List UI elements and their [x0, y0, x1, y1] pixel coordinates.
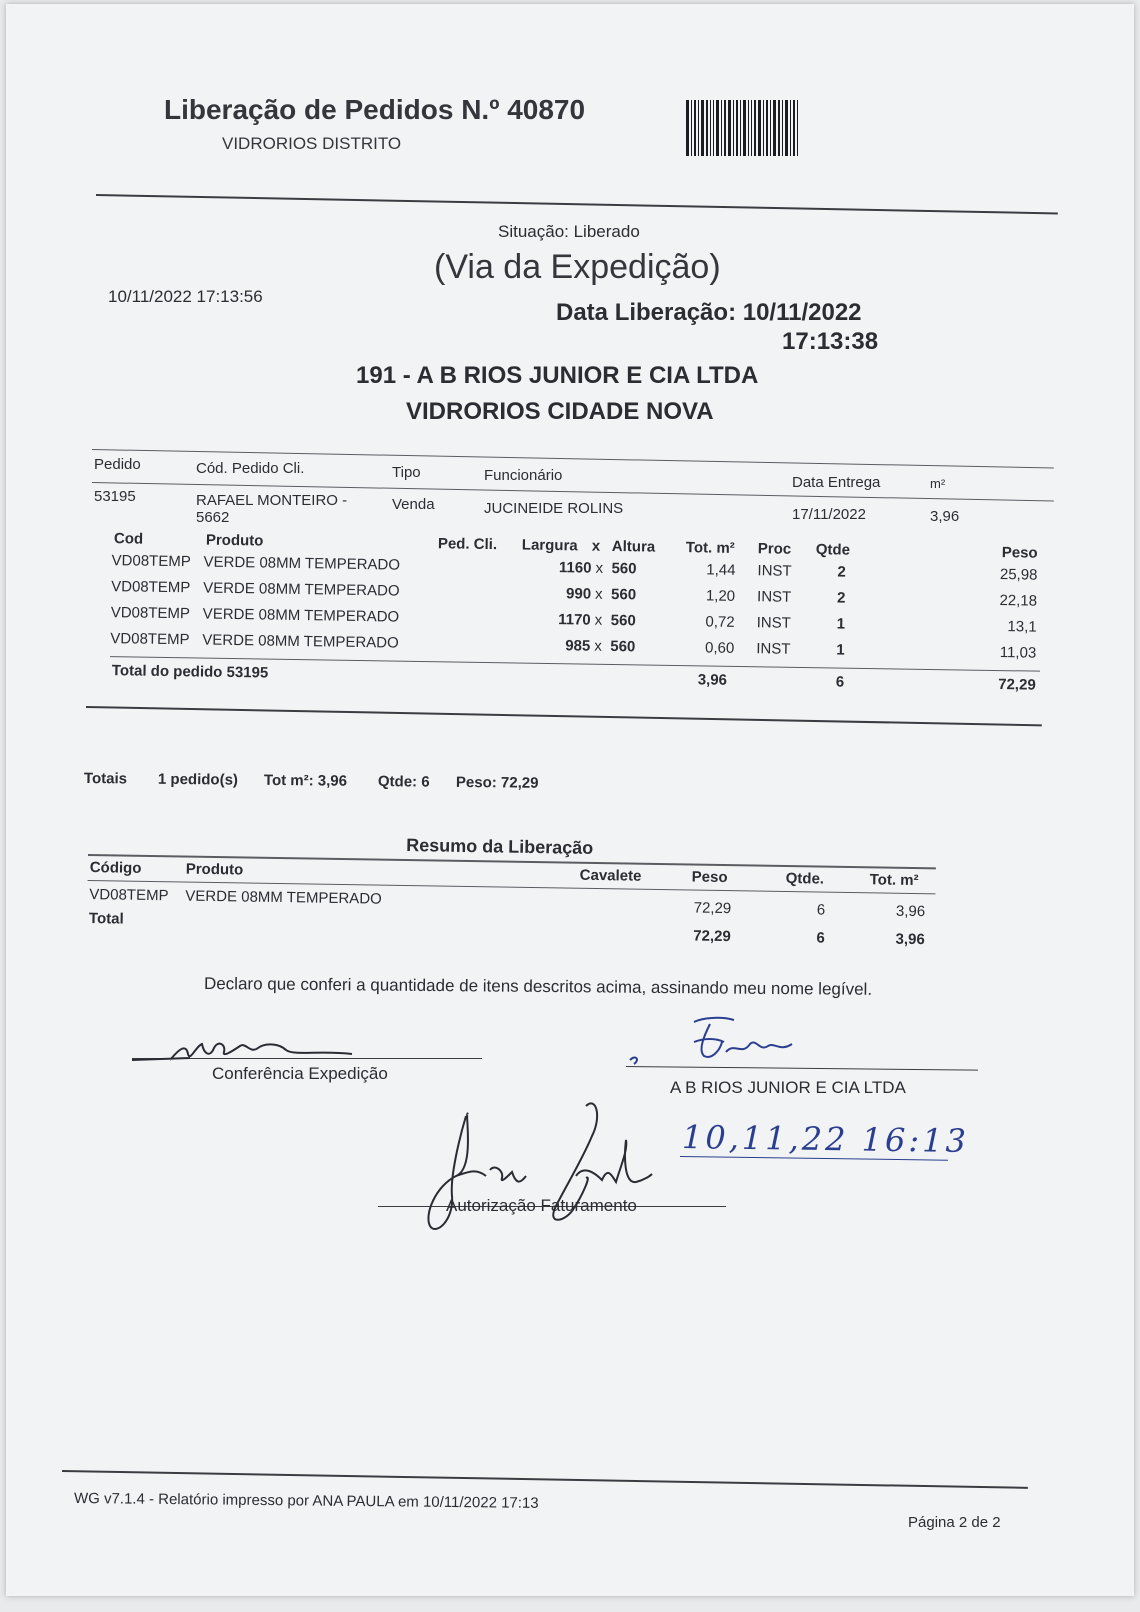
page-subtitle: VIDRORIOS DISTRITO	[222, 134, 402, 153]
cell-produto: VERDE 08MM TEMPERADO	[202, 631, 399, 652]
totais-qtde: Qtde: 6	[377, 773, 430, 791]
cell-peso: 25,98	[999, 566, 1038, 584]
footer-page-number: Página 2 de 2	[908, 1514, 1001, 1531]
cell-proc: INST	[756, 640, 791, 658]
resumo-col-qtde: Qtde.	[785, 869, 825, 888]
cell-cod: VD08TEMP	[111, 552, 191, 571]
cell-tot-m2: 1,44	[706, 561, 736, 579]
col-header-altura: Altura	[611, 537, 656, 556]
resumo-total-peso: 72,29	[693, 927, 731, 946]
cell-produto: VERDE 08MM TEMPERADO	[203, 579, 400, 600]
resumo-total-tot-m2: 3,96	[895, 930, 925, 949]
cell-proc: INST	[756, 614, 791, 632]
cell-largura: 1170	[558, 611, 591, 629]
resumo-cell-qtde: 6	[816, 901, 826, 919]
col-header-m2: m²	[930, 476, 946, 491]
totais-tot-m2: Tot m²: 3,96	[263, 771, 348, 790]
cell-altura: 560	[610, 637, 636, 656]
cell-produto: VERDE 08MM TEMPERADO	[203, 553, 401, 574]
loja-nome: VIDRORIOS CIDADE NOVA	[406, 398, 714, 425]
resumo-cell-tot-m2: 3,96	[895, 902, 926, 921]
resumo-col-produto: Produto	[185, 860, 244, 879]
col-header-data-entrega: Data Entrega	[792, 474, 881, 491]
cell-cod-pedido-cli-2: 5662	[196, 509, 230, 526]
situacao-text: Situação: Liberado	[498, 222, 640, 241]
cell-tot-m2: 0,60	[704, 639, 735, 657]
cell-altura: 560	[610, 611, 636, 630]
resumo-section	[0, 3, 1140, 1612]
col-header-ped-cli: Ped. Cli.	[437, 535, 498, 554]
signature-cliente	[624, 1012, 814, 1077]
cell-cod: VD08TEMP	[110, 630, 190, 649]
signature-label-conferencia: Conferência Expedição	[212, 1064, 388, 1083]
resumo-col-peso: Peso	[691, 868, 728, 887]
resumo-cell-peso: 72,29	[693, 899, 732, 918]
declaracao-text: Declaro que conferi a quantidade de itens descritos acima, assinando meu nome legível.	[203, 974, 873, 999]
resumo-cell-codigo: VD08TEMP	[89, 886, 169, 905]
cell-altura: 560	[611, 559, 637, 578]
totais-label: Totais	[83, 769, 128, 788]
cell-tot-m2: 0,72	[705, 613, 735, 631]
total-tot-m2: 3,96	[697, 671, 728, 689]
total-qtde: 6	[835, 673, 845, 691]
resumo-col-tot-m2: Tot. m²	[869, 871, 919, 890]
col-header-peso: Peso	[1001, 544, 1038, 562]
resumo-title: Resumo da Liberação	[406, 835, 594, 858]
cell-cod: VD08TEMP	[110, 604, 191, 623]
cell-cod-pedido-cli: RAFAEL MONTEIRO -	[196, 492, 348, 509]
cell-x: x	[594, 637, 602, 655]
cell-largura: 990	[565, 585, 592, 603]
cell-qtde: 2	[836, 589, 846, 607]
print-timestamp: 10/11/2022 17:13:56	[108, 287, 263, 306]
cell-funcionario: JUCINEIDE ROLINS	[484, 500, 624, 517]
col-header-x: x	[591, 537, 601, 555]
resumo-cell-produto: VERDE 08MM TEMPERADO	[185, 887, 382, 908]
col-header-largura: Largura	[521, 536, 578, 555]
cell-tot-m2: 1,20	[705, 587, 736, 605]
cell-m2: 3,96	[930, 508, 960, 525]
cell-qtde: 2	[837, 563, 846, 581]
totais-peso: Peso: 72,29	[455, 773, 539, 792]
col-header-pedido: Pedido	[94, 456, 141, 473]
cell-peso: 11,03	[999, 644, 1037, 662]
cell-qtde: 1	[836, 615, 846, 633]
total-pedido-label: Total do pedido 53195	[111, 662, 269, 682]
cell-produto: VERDE 08MM TEMPERADO	[202, 605, 400, 626]
cliente-nome: 191 - A B RIOS JUNIOR E CIA LTDA	[356, 362, 759, 389]
col-header-qtde: Qtde	[815, 541, 851, 559]
signature-autorizacao	[416, 1096, 676, 1251]
resumo-col-codigo: Código	[89, 859, 142, 877]
hora-liberacao: 17:13:38	[782, 328, 879, 355]
col-header-proc: Proc	[757, 540, 792, 558]
col-header-tot-m2: Tot. m²	[685, 539, 735, 557]
signature-label-cliente: A B RIOS JUNIOR E CIA LTDA	[670, 1078, 906, 1097]
cell-tipo: Venda	[392, 496, 435, 513]
cell-cod: VD08TEMP	[111, 578, 191, 597]
resumo-col-cavalete: Cavalete	[579, 866, 642, 885]
col-header-produto: Produto	[205, 531, 264, 550]
col-header-cod: Cod	[113, 530, 144, 548]
handwritten-date: 10,11,22 16:13	[681, 1117, 970, 1161]
total-peso: 72,29	[998, 676, 1036, 694]
cell-pedido: 53195	[94, 488, 136, 505]
cell-x: x	[594, 611, 603, 629]
col-header-funcionario: Funcionário	[484, 467, 563, 484]
page-title: Liberação de Pedidos N.º 40870	[164, 94, 586, 125]
resumo-total-qtde: 6	[816, 929, 825, 947]
cell-largura: 985	[565, 637, 591, 655]
cell-data-entrega: 17/11/2022	[792, 506, 866, 523]
cell-x: x	[594, 585, 603, 603]
footer-printed-by: WG v7.1.4 - Relatório impresso por ANA PAULA em 10/11/2022 17:13	[73, 1490, 539, 1512]
cell-proc: INST	[756, 588, 792, 606]
document-page	[6, 4, 1134, 1596]
cell-peso: 22,18	[999, 592, 1038, 610]
signature-label-autorizacao: Autorização Faturamento	[446, 1196, 637, 1215]
via-label: (Via da Expedição)	[434, 248, 721, 286]
resumo-total-label: Total	[88, 910, 124, 928]
col-header-cod-pedido-cli: Cód. Pedido Cli.	[196, 460, 305, 477]
signature-conferencia	[130, 1030, 370, 1075]
cell-qtde: 1	[836, 641, 845, 659]
cell-largura: 1160	[558, 559, 592, 577]
totais-pedidos: 1 pedido(s)	[157, 770, 239, 789]
cell-proc: INST	[757, 562, 792, 580]
data-liberacao: Data Liberação: 10/11/2022	[556, 299, 862, 326]
cell-altura: 560	[610, 585, 637, 604]
cell-x: x	[595, 559, 604, 577]
col-header-tipo: Tipo	[392, 464, 421, 481]
cell-peso: 13,1	[1007, 618, 1037, 636]
